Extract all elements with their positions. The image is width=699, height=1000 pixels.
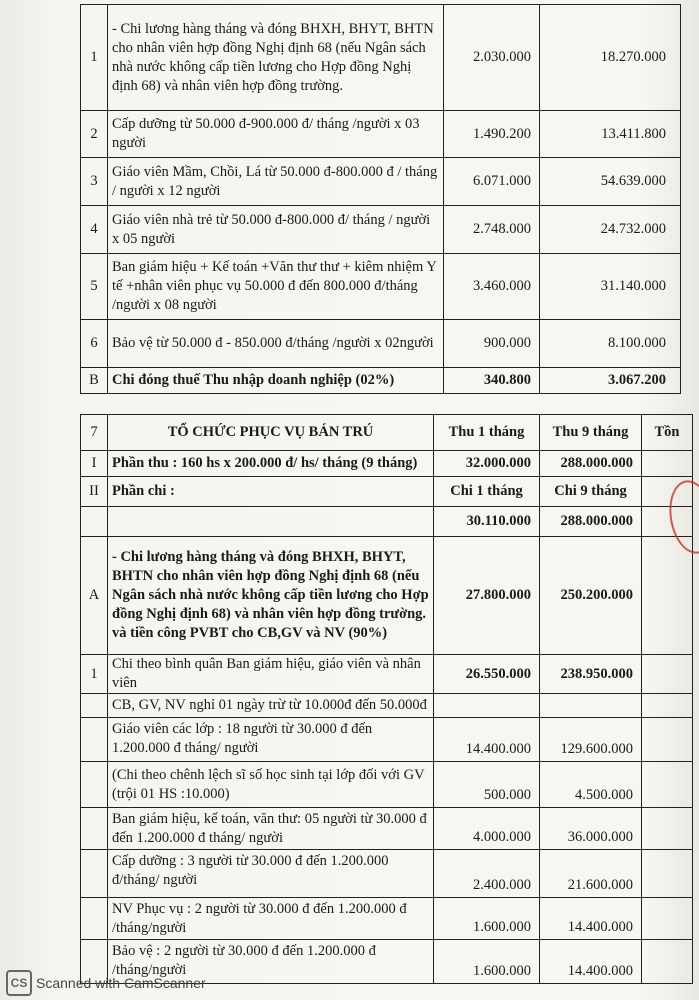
monthly-amount: 900.000 bbox=[444, 320, 540, 368]
table-row bbox=[81, 808, 693, 850]
row-index: II bbox=[81, 477, 108, 507]
camscanner-logo-icon: CS bbox=[6, 970, 32, 996]
row-description: Bảo vệ : 2 người từ 30.000 đ đến 1.200.000 đ /tháng/người bbox=[108, 940, 434, 984]
monthly-amount: 26.550.000 bbox=[434, 655, 540, 694]
expense-table-1 bbox=[80, 4, 681, 394]
empty-cell bbox=[81, 898, 108, 940]
empty-cell bbox=[642, 940, 693, 984]
row-description: Chi đóng thuế Thu nhập doanh nghiệp (02%) bbox=[108, 368, 444, 394]
table-row bbox=[81, 368, 681, 394]
empty-cell bbox=[642, 718, 693, 762]
nine-month-amount: 250.200.000 bbox=[540, 537, 642, 655]
row-index: 3 bbox=[81, 158, 108, 206]
monthly-amount: 1.600.000 bbox=[434, 940, 540, 984]
empty-cell bbox=[81, 850, 108, 898]
row-index: A bbox=[81, 537, 108, 655]
row-index: I bbox=[81, 451, 108, 477]
table-row bbox=[81, 694, 693, 718]
monthly-amount: 2.400.000 bbox=[434, 850, 540, 898]
table-row bbox=[81, 477, 693, 507]
row-description: - Chi lương hàng tháng và đóng BHXH, BHYT, BHTN cho nhân viên hợp đồng Nghị định 68 (nếu Ngân sách nhà nước không cấp tiền lương cho Hợp đồng Nghị định 68) và nhân viên hợp đồng trường. và tiền công PVBT cho CB,GV và NV (90%) bbox=[108, 537, 434, 655]
table-row bbox=[81, 111, 681, 158]
row-description: Ban giám hiệu + Kế toán +Văn thư thư + kiêm nhiệm Y tế +nhân viên phục vụ 50.000 đ đến 800.000 đ/tháng /người x 08 người bbox=[108, 254, 444, 320]
row-description: Phần thu : 160 hs x 200.000 đ/ hs/ tháng (9 tháng) bbox=[108, 451, 434, 477]
col-header-nine-months: Chi 9 tháng bbox=[540, 477, 642, 507]
nine-month-amount: 4.500.000 bbox=[540, 762, 642, 808]
nine-month-amount: 14.400.000 bbox=[540, 940, 642, 984]
nine-month-amount: 36.000.000 bbox=[540, 808, 642, 850]
col-header-month: Chi 1 tháng bbox=[434, 477, 540, 507]
row-description: Giáo viên các lớp : 18 người từ 30.000 đ đến 1.200.000 đ tháng/ người bbox=[108, 718, 434, 762]
table-row bbox=[81, 206, 681, 254]
row-index: 2 bbox=[81, 111, 108, 158]
empty-cell bbox=[81, 808, 108, 850]
empty-cell bbox=[642, 850, 693, 898]
empty-cell bbox=[642, 808, 693, 850]
empty-cell bbox=[81, 507, 108, 537]
monthly-amount: 4.000.000 bbox=[434, 808, 540, 850]
row-description: Bảo vệ từ 50.000 đ - 850.000 đ/tháng /người x 02người bbox=[108, 320, 444, 368]
table-row bbox=[81, 158, 681, 206]
monthly-amount: 1.490.200 bbox=[444, 111, 540, 158]
row-description: Giáo viên nhà trẻ từ 50.000 đ-800.000 đ/ tháng / người x 05 người bbox=[108, 206, 444, 254]
row-description: Cấp dưỡng từ 50.000 đ-900.000 đ/ tháng /người x 03 người bbox=[108, 111, 444, 158]
empty-cell bbox=[642, 762, 693, 808]
table-row bbox=[81, 718, 693, 762]
table-row bbox=[81, 507, 693, 537]
row-description: - Chi lương hàng tháng và đóng BHXH, BHYT, BHTN cho nhân viên hợp đồng Nghị định 68 (nếu Ngân sách nhà nước không cấp tiền lương cho Hợp đồng Nghị định 68) và nhân viên hợp đồng trường. bbox=[108, 5, 444, 111]
monthly-amount: 500.000 bbox=[434, 762, 540, 808]
row-index: B bbox=[81, 368, 108, 394]
empty-cell bbox=[642, 451, 693, 477]
nine-month-amount: 129.600.000 bbox=[540, 718, 642, 762]
table-row bbox=[81, 655, 693, 694]
section-title: TỔ CHỨC PHỤC VỤ BÁN TRÚ bbox=[108, 415, 434, 451]
empty-cell bbox=[642, 655, 693, 694]
empty-cell bbox=[108, 507, 434, 537]
monthly-amount: 3.460.000 bbox=[444, 254, 540, 320]
nine-month-amount: 21.600.000 bbox=[540, 850, 642, 898]
empty-cell bbox=[642, 898, 693, 940]
nine-month-amount: 8.100.000 bbox=[540, 320, 681, 368]
monthly-amount: 2.030.000 bbox=[444, 5, 540, 111]
nine-month-amount: 288.000.000 bbox=[540, 507, 642, 537]
table-row bbox=[81, 898, 693, 940]
table-row bbox=[81, 5, 681, 111]
nine-month-amount: 31.140.000 bbox=[540, 254, 681, 320]
boarding-service-table bbox=[80, 414, 693, 984]
empty-cell bbox=[540, 694, 642, 718]
empty-cell bbox=[81, 694, 108, 718]
watermark-text: Scanned with CamScanner bbox=[36, 975, 206, 991]
table-row bbox=[81, 320, 681, 368]
monthly-amount: 2.748.000 bbox=[444, 206, 540, 254]
monthly-amount: 1.600.000 bbox=[434, 898, 540, 940]
monthly-amount: 14.400.000 bbox=[434, 718, 540, 762]
col-header-balance: Tồn bbox=[642, 415, 693, 451]
monthly-amount: 27.800.000 bbox=[434, 537, 540, 655]
monthly-amount: 340.800 bbox=[444, 368, 540, 394]
empty-cell bbox=[434, 694, 540, 718]
nine-month-amount: 14.400.000 bbox=[540, 898, 642, 940]
empty-cell bbox=[642, 694, 693, 718]
monthly-amount: 30.110.000 bbox=[434, 507, 540, 537]
row-index: 5 bbox=[81, 254, 108, 320]
table-row bbox=[81, 451, 693, 477]
nine-month-amount: 54.639.000 bbox=[540, 158, 681, 206]
table-header-row bbox=[81, 415, 693, 451]
camscanner-watermark bbox=[6, 970, 206, 996]
nine-month-amount: 238.950.000 bbox=[540, 655, 642, 694]
row-description: (Chi theo chênh lệch sĩ số học sinh tại lớp đối với GV (trội 01 HS :10.000) bbox=[108, 762, 434, 808]
monthly-amount: 32.000.000 bbox=[434, 451, 540, 477]
nine-month-amount: 288.000.000 bbox=[540, 451, 642, 477]
empty-cell bbox=[81, 718, 108, 762]
section-number: 7 bbox=[81, 415, 108, 451]
row-index: 6 bbox=[81, 320, 108, 368]
nine-month-amount: 18.270.000 bbox=[540, 5, 681, 111]
nine-month-amount: 3.067.200 bbox=[540, 368, 681, 394]
row-description: Ban giám hiệu, kế toán, văn thư: 05 người từ 30.000 đ đến 1.200.000 đ tháng/ người bbox=[108, 808, 434, 850]
row-index: 1 bbox=[81, 5, 108, 111]
table-row bbox=[81, 762, 693, 808]
row-description: Chi theo bình quân Ban giám hiệu, giáo viên và nhân viên bbox=[108, 655, 434, 694]
table-row bbox=[81, 537, 693, 655]
row-description: Giáo viên Mầm, Chồi, Lá từ 50.000 đ-800.000 đ / tháng / người x 12 người bbox=[108, 158, 444, 206]
nine-month-amount: 24.732.000 bbox=[540, 206, 681, 254]
table-row bbox=[81, 254, 681, 320]
empty-cell bbox=[642, 537, 693, 655]
table-row bbox=[81, 850, 693, 898]
col-header-month: Thu 1 tháng bbox=[434, 415, 540, 451]
empty-cell bbox=[81, 762, 108, 808]
row-description: NV Phục vụ : 2 người từ 30.000 đ đến 1.200.000 đ /tháng/người bbox=[108, 898, 434, 940]
col-header-nine-months: Thu 9 tháng bbox=[540, 415, 642, 451]
row-description: CB, GV, NV nghỉ 01 ngày trừ từ 10.000đ đến 50.000đ bbox=[108, 694, 434, 718]
row-description: Phần chi : bbox=[108, 477, 434, 507]
row-description: Cấp dưỡng : 3 người từ 30.000 đ đến 1.200.000 đ/tháng/ người bbox=[108, 850, 434, 898]
nine-month-amount: 13.411.800 bbox=[540, 111, 681, 158]
row-index: 1 bbox=[81, 655, 108, 694]
row-index: 4 bbox=[81, 206, 108, 254]
monthly-amount: 6.071.000 bbox=[444, 158, 540, 206]
